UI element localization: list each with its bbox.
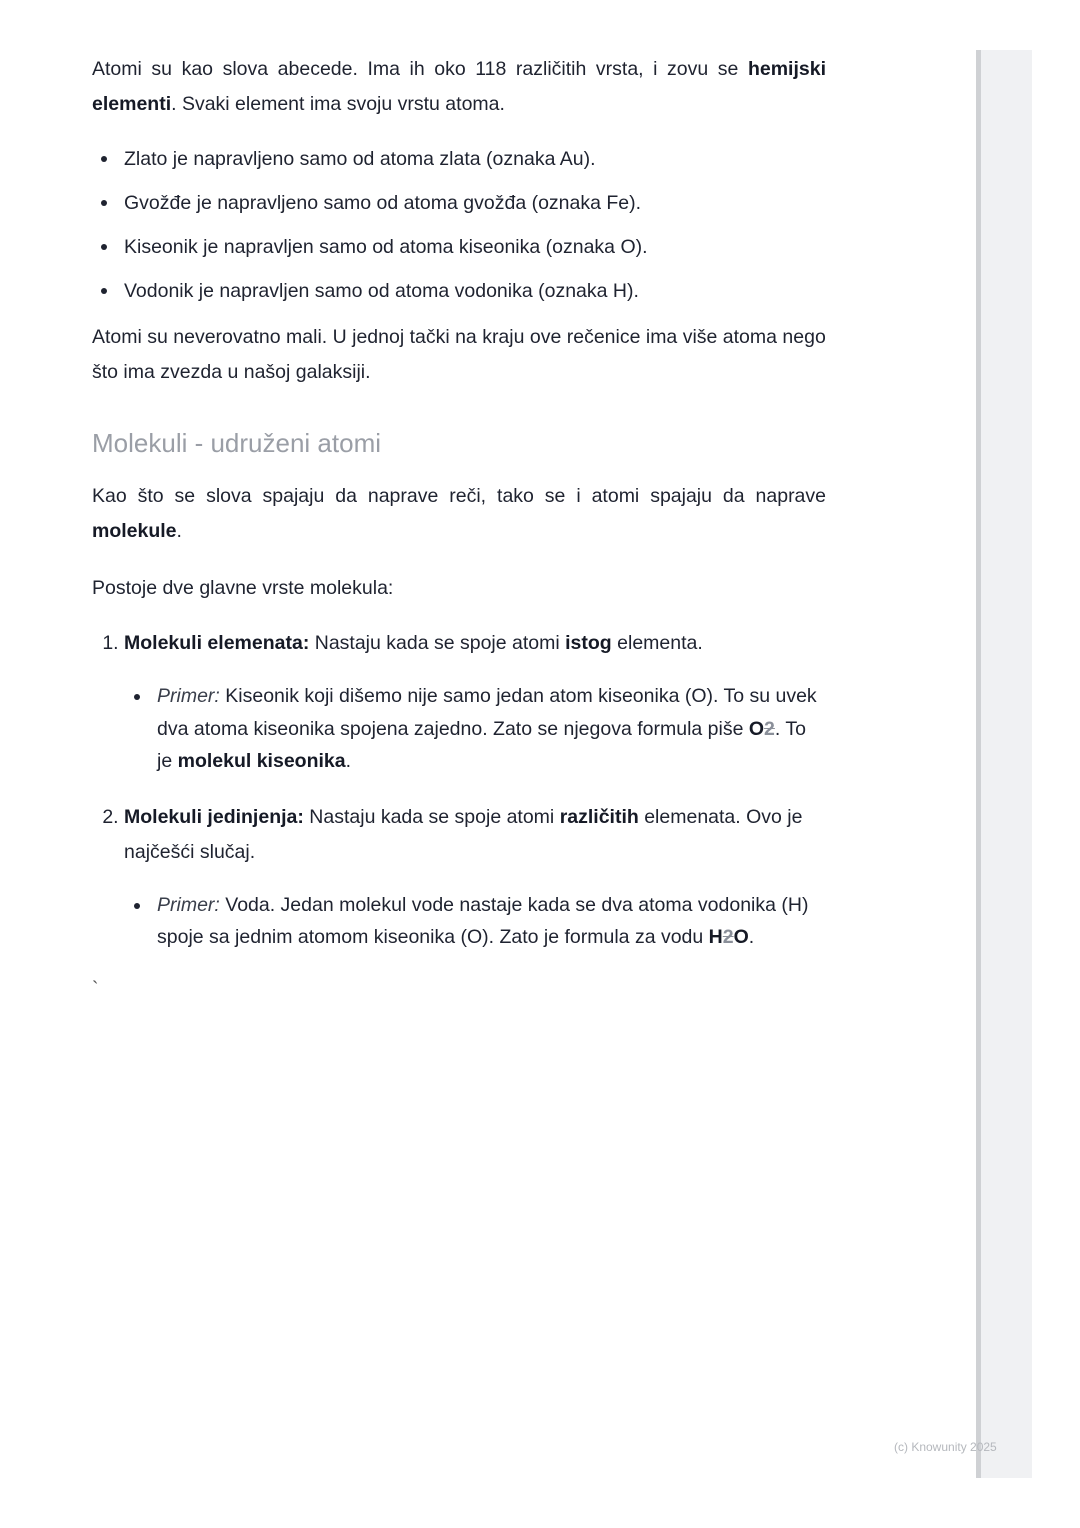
- example-water: Primer: Voda. Jedan molekul vode nastaje kada se dva atoma vodonika (H) spoje sa jednim atomom kiseonika (O). Zato je formula za vodu H2O.: [124, 889, 826, 954]
- types-intro: Postoje dve glavne vrste molekula:: [92, 577, 394, 599]
- document-body: [92, 52, 826, 1007]
- molecules-paragraph: Kao što se slova spajaju da naprave reči, tako se i atomi spajaju da naprave molekule.: [92, 485, 826, 542]
- page-side-panel: [976, 50, 1032, 1478]
- example-oxygen: Primer: Kiseonik koji dišemo nije samo jedan atom kiseonika (O). To su uvek dva atoma kiseonika spojena zajedno. Zato se njegova formula piše O2. To je molekul kiseonika.: [124, 680, 826, 778]
- list-item: Gvožđe je napravljeno samo od atoma gvožđa (oznaka Fe).: [124, 186, 826, 221]
- list-item: Kiseonik je napravljen samo od atoma kiseonika (oznaka O).: [124, 230, 826, 265]
- list-item-element-molecules: 1. Molekuli elemenata: Nastaju kada se spoje atomi istog elementa. Primer: Kiseonik koji dišemo nije samo jedan atom kiseonika (O). To su uvek dva atoma kiseonika spojena zajedno. Zato se njegova formula piše O2. To je molekul kiseonika.: [124, 626, 826, 778]
- list-item-compound-molecules: 2. Molekuli jedinjenja: Nastaju kada se spoje atomi različitih elemenata. Ovo je najčešći slučaj. Primer: Voda. Jedan molekul vode nastaje kada se dva atoma vodonika (H) spoje sa jednim atomom kiseonika (O). Zato je formula za vodu H2O.: [124, 800, 826, 954]
- stray-backtick: `: [92, 977, 99, 1000]
- copyright-footer: (c) Knowunity 2025: [894, 1440, 997, 1454]
- elements-list: [92, 142, 826, 309]
- list-item: Vodonik je napravljen samo od atoma vodonika (oznaka H).: [124, 274, 826, 309]
- section-heading: Molekuli - udruženi atomi: [92, 428, 382, 458]
- atoms-small-paragraph: Atomi su neverovatno mali. U jednoj tački na kraju ove rečenice ima više atoma nego što ima zvezda u našoj galaksiji.: [92, 326, 826, 383]
- list-item: Zlato je napravljeno samo od atoma zlata (oznaka Au).: [124, 142, 826, 177]
- intro-paragraph: Atomi su kao slova abecede. Ima ih oko 118 različitih vrsta, i zovu se hemijski elementi. Svaki element ima svoju vrstu atoma.: [92, 58, 826, 115]
- molecule-types-list: [92, 626, 826, 954]
